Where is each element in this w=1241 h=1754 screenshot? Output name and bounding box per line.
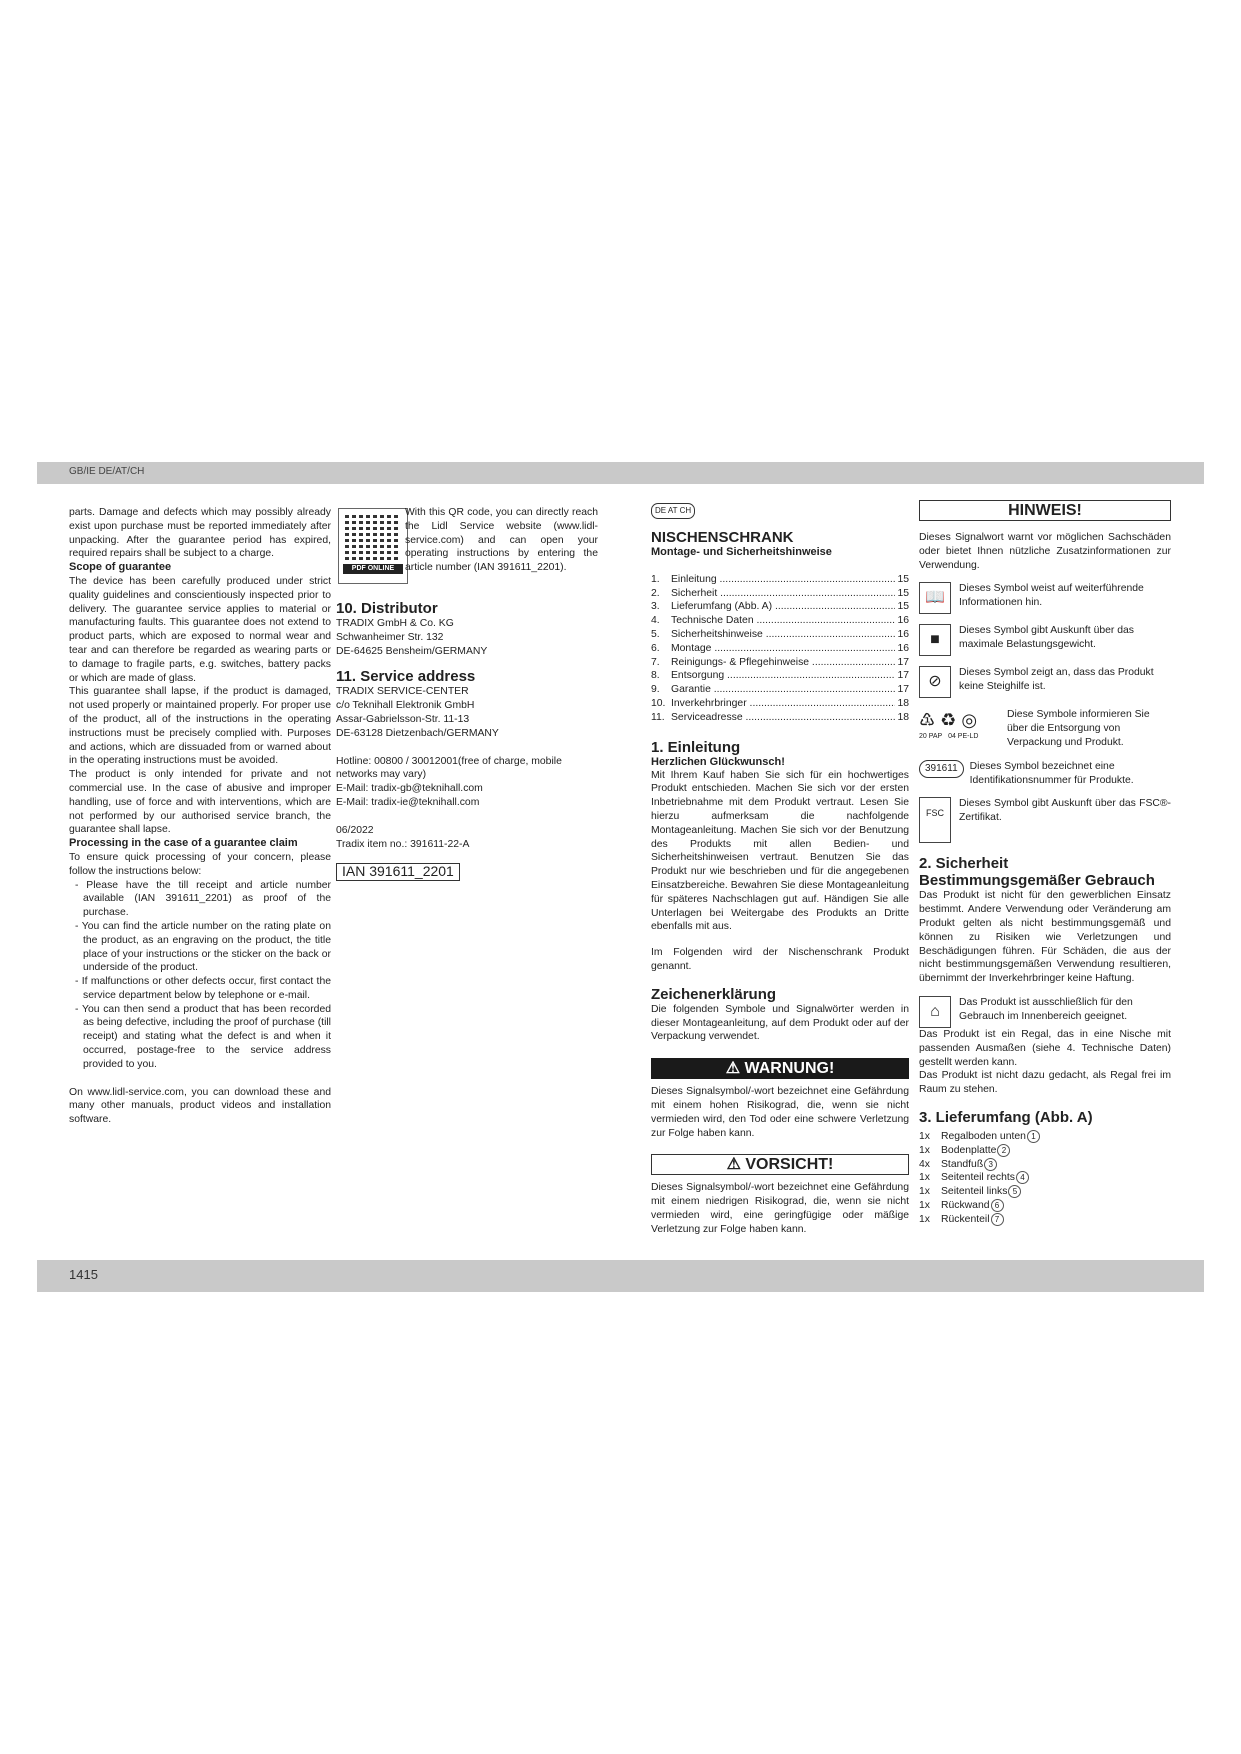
toc-item: 10. Inverkehrbringer ..... 18: [651, 697, 909, 711]
email-gb: E-Mail: tradix-gb@teknihall.com: [336, 783, 483, 795]
toc-item: 4. Technische Daten ..... 16: [651, 614, 909, 628]
list-item: 1x Rückenteil 7: [919, 1213, 1171, 1227]
weight-icon: ■: [919, 624, 951, 656]
qr-label: PDF ONLINE: [343, 564, 403, 574]
symbol-row: [919, 624, 1171, 656]
step-item: - You can then send a product that has been recorded as being defective, including the proof of purchase (till receipt) and stating what the defect is and when it occurred, postage-free to the service address provided to you.: [75, 1003, 331, 1070]
address-line: DE-64625 Bensheim/GERMANY: [336, 645, 488, 657]
toc-item: 9. Garantie ..... 17: [651, 683, 909, 697]
scope-title: Scope of guarantee: [69, 561, 172, 574]
page-number: 1415: [69, 1267, 98, 1282]
no-step-icon: ⊘: [919, 666, 951, 698]
symbol-text: Dieses Symbol gibt Auskunft über das FSC®-Zertifikat.: [959, 798, 1171, 824]
step-item: - If malfunctions or other defects occur, first contact the service department below by telephone or e-mail.: [75, 976, 331, 1001]
list-item: 1x Bodenplatte 2: [919, 1144, 1171, 1158]
toc-item: 11. Serviceadresse ..... 18: [651, 711, 909, 725]
toc-item: 6. Montage ..... 16: [651, 642, 909, 656]
item-number: Tradix item no.: 391611-22-A: [336, 838, 470, 850]
symbol-text: Das Produkt ist ausschließlich für den Gebrauch im Innenbereich geeignet.: [959, 996, 1133, 1022]
toc-item: 3. Lieferumfang (Abb. A) ..... 15: [651, 600, 909, 614]
zeichen-text: Die folgenden Symbole und Signalwörter werden in dieser Montageanleitung, auf dem Produkt oder auf der Verpackung verwendet.: [651, 1003, 909, 1043]
pap-label: 20 PAP: [919, 733, 943, 741]
symbol-row: [919, 582, 1171, 614]
qr-code-pattern: [345, 514, 401, 560]
bestimmung-title: Bestimmungsgemäßer Gebrauch: [919, 872, 1155, 890]
region-label: GB/IE DE/AT/CH: [69, 466, 145, 477]
list-item: 1x Regalboden unten 1: [919, 1130, 1171, 1144]
hinweis-text: Dieses Signalwort warnt vor möglichen Sachschäden oder bietet Ihnen nützliche Zusatzinformationen zur Verwendung.: [919, 532, 1171, 571]
id-oval: 391611: [919, 760, 964, 778]
trash-icon: ♳: [919, 710, 936, 731]
symbol-text: Diese Symbole informieren Sie über die Entsorgung von Verpackung und Produkt.: [1007, 709, 1150, 748]
country-flags: DE AT CH: [651, 503, 695, 519]
einleitung-subtitle: Herzlichen Glückwunsch!: [651, 755, 785, 768]
vorsicht-text: Dieses Signalsymbol/-wort bezeichnet eine Gefährdung mit einem niedrigen Risikograd, die, wenn sie nicht vermieden wird, eine geringfügige oder mäßige Verletzung zur Folge haben kann.: [651, 1182, 909, 1235]
lapse-text: This guarantee shall lapse, if the product is damaged, not used properly or maintained properly. For proper use of the product, all of the instructions in the operating instructions must be precisely complied with. Purposes and actions, which are dissuaded from or warned about in the operating instructions must be avoided.: [69, 686, 331, 767]
intro-text: parts. Damage and defects which may possibly already exist upon purchase must be reported immediately after unpacking. After the guarantee period has expired, required repairs shall be subject to a charge.: [69, 507, 331, 560]
list-item: 1x Rückwand 6: [919, 1199, 1171, 1213]
step-item: - Please have the till receipt and article number available (IAN 391611_2201) as proof of the purchase.: [75, 879, 331, 919]
address-line: c/o Teknihall Elektronik GmbH: [336, 700, 475, 712]
lieferumfang-list: [919, 1130, 1171, 1227]
symbol-row: [919, 797, 1171, 843]
column-addresses: [336, 600, 598, 881]
distributor-title: 10. Distributor: [336, 600, 438, 617]
peld-label: 04 PE-LD: [948, 733, 979, 741]
private-text: The product is only intended for private and not commercial use. In the case of abusive and improper handling, use of force and with interventions, which are not performed by our authorised service branch, the guarantee shall lapse.: [69, 769, 331, 836]
regal-text-2: Das Produkt ist nicht dazu gedacht, als Regal frei im Raum zu stehen.: [919, 1070, 1171, 1096]
hotline: Hotline: 00800 / 30012001(free of charge, mobile networks may vary): [336, 755, 562, 781]
toc-item: 7. Reinigungs- & Pflegehinweise ..... 17: [651, 656, 909, 670]
symbol-text: Dieses Symbol zeigt an, dass das Produkt keine Steighilfe ist.: [959, 667, 1154, 693]
address-line: DE-63128 Dietzenbach/GERMANY: [336, 727, 499, 739]
recycle-icon: ♻: [940, 710, 957, 731]
toc-item: 8. Entsorgung ..... 17: [651, 669, 909, 683]
footer-band: [37, 1260, 1204, 1292]
scope-text: The device has been carefully produced under strict quality guidelines and conscientiously inspected prior to delivery. The guarantee service applies to material or manufacturing faults. This guarantee does not extend to product parts, which are exposed to normal wear and tear and can therefore be regarded as wearing parts or to damage to fragile parts, e.g. switches, battery packs or which are made of glass.: [69, 575, 331, 684]
symbol-text: Dieses Symbol bezeichnet eine Identifikationsnummer für Produkte.: [969, 760, 1134, 786]
list-item: 4x Standfuß 3: [919, 1158, 1171, 1172]
warnung-banner: ⚠ WARNUNG!: [651, 1058, 909, 1079]
disposal-icons: [919, 708, 1007, 741]
toc-item: 1. Einleitung ..... 15: [651, 573, 909, 587]
step-item: - You can find the article number on the rating plate on the product, as an engraving on the product, the title place of your instructions or the sticker on the back or underside of the product.: [75, 920, 331, 974]
lieferumfang-title: 3. Lieferumfang (Abb. A): [919, 1108, 1093, 1126]
ian-box: IAN 391611_2201: [336, 863, 460, 881]
toc-item: 5. Sicherheitshinweise ..... 16: [651, 628, 909, 642]
regal-text: Das Produkt ist ein Regal, das in eine Nische mit passenden Ausmaßen (siehe 4. Technische Daten) gestellt werden kann.: [919, 1028, 1171, 1068]
list-item: 1x Seitenteil rechts 4: [919, 1171, 1171, 1185]
list-item: 1x Seitenteil links 5: [919, 1185, 1171, 1199]
header-band: [37, 462, 1204, 484]
product-subtitle: Montage- und Sicherheitshinweise: [651, 545, 832, 558]
column-symbols: [919, 500, 1171, 1227]
hinweis-banner: HINWEIS!: [919, 500, 1171, 521]
product-title: NISCHENSCHRANK: [651, 528, 794, 546]
processing-intro: To ensure quick processing of your concern, please follow the instructions below:: [69, 851, 331, 877]
bestimmung-text: Das Produkt ist nicht für den gewerblichen Einsatz bestimmt. Andere Verwendung oder Veränderung am Produkt gelten als nicht bestimmungsgemäß und können zu Risiken wie Verletzungen und Beschädigungen führen. Für Schäden, die aus der nicht bestimmungsgemäßen Verwendung resultieren, übernimmt der Inverkehrbringer keine Haftung.: [919, 890, 1171, 985]
qr-text: With this QR code, you can directly reach the Lidl Service website (www.lidl-service.com) and can open your operating instructions by entering the article number (IAN 391611_2201).: [405, 507, 598, 574]
symbol-row: [919, 996, 1171, 1028]
symbol-text: Dieses Symbol weist auf weiterführende Informationen hin.: [959, 583, 1144, 609]
symbol-row: [919, 708, 1171, 749]
zeichen-title: Zeichenerklärung: [651, 985, 777, 1003]
column-introduction: [651, 503, 909, 1236]
qr-code: [338, 508, 408, 584]
symbol-row: [919, 760, 1171, 788]
processing-title: Processing in the case of a guarantee claim: [69, 837, 298, 850]
address-line: Schwanheimer Str. 132: [336, 631, 444, 643]
address-line: Assar-Gabrielsson-Str. 11-13: [336, 713, 470, 725]
house-icon: ⌂: [919, 996, 951, 1028]
date: 06/2022: [336, 824, 374, 836]
symbol-row: [919, 666, 1171, 698]
warnung-text: Dieses Signalsymbol/-wort bezeichnet eine Gefährdung mit einem hohen Risikograd, die, wenn sie nicht vermieden wird, den Tod oder eine schwere Verletzung zur Folge haben kann.: [651, 1086, 909, 1139]
book-icon: 📖: [919, 582, 951, 614]
column-guarantee: [69, 506, 331, 1127]
vorsicht-banner: ⚠ VORSICHT!: [651, 1154, 909, 1175]
symbol-text: Dieses Symbol gibt Auskunft über das maximale Belastungsgewicht.: [959, 625, 1135, 651]
sicherheit-title: 2. Sicherheit: [919, 855, 1009, 873]
address-line: TRADIX GmbH & Co. KG: [336, 618, 454, 629]
download-text: On www.lidl-service.com, you can download these and many other manuals, product videos and installation software.: [69, 1086, 331, 1126]
toc-item: 2. Sicherheit ..... 15: [651, 587, 909, 601]
table-of-contents: [651, 573, 909, 725]
address-line: TRADIX SERVICE-CENTER: [336, 686, 469, 698]
einleitung-text: Mit Ihrem Kauf haben Sie sich für ein hochwertiges Produkt entschieden. Machen Sie sich vor der ersten Inbetriebnahme mit dem Produkt vertraut. Lesen Sie hierzu aufmerksam die nachfolgende Montageanleitung. Machen Sie sich vor der Benutzung des Produkts mit allen Bedien- und Sicherheitshinweisen vertraut. Benutzen Sie das Produkt nur wie beschrieben und für die angegebenen Einsatzbereiche. Bewahren Sie diese Montageanleitung für späteres Nachschlagen gut auf. Händigen Sie alle Unterlagen bei Weitergabe des Produkts an Dritte ebenfalls mit aus.: [651, 769, 909, 933]
fsc-icon: FSC: [919, 797, 951, 843]
service-title: 11. Service address: [336, 668, 476, 686]
im-folgenden-text: Im Folgenden wird der Nischenschrank Produkt genannt.: [651, 947, 909, 972]
green-dot-icon: ◎: [961, 710, 978, 731]
email-ie: E-Mail: tradix-ie@teknihall.com: [336, 796, 480, 808]
einleitung-title: 1. Einleitung: [651, 738, 741, 756]
